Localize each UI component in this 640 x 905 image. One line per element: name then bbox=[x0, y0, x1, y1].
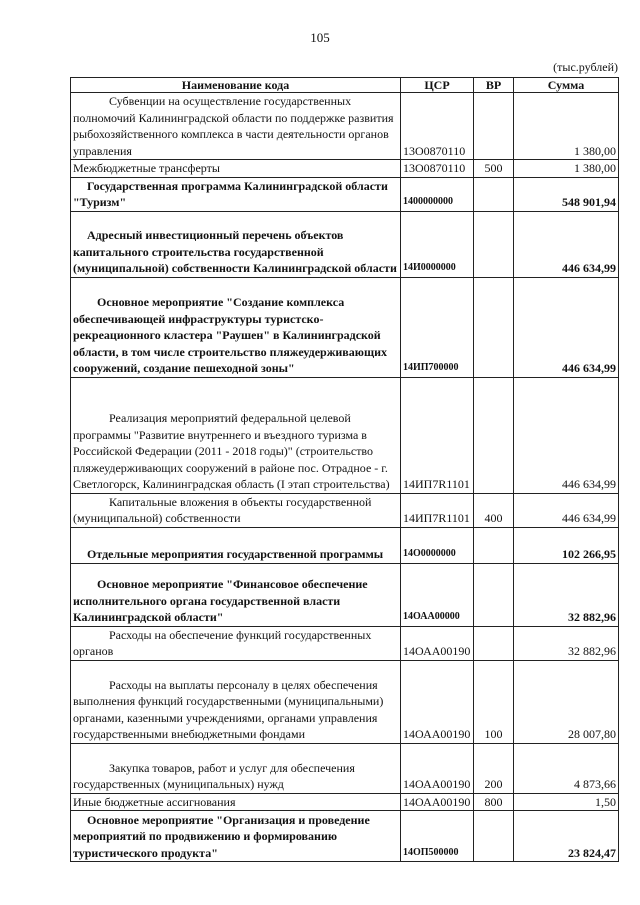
row-sum: 102 266,95 bbox=[514, 527, 619, 563]
row-csr: 14О0000000 bbox=[401, 527, 474, 563]
row-name: Реализация мероприятий федеральной целевой программы "Развитие внутреннего и въездного туризма в Российской Федерации (2011 - 2018 годы)" (строительство пляжеудерживающих сооружений в районе пос. Отрадное - г. Светлогорск, Калининградская область (I этап строительства) bbox=[71, 377, 401, 493]
row-sum: 4 873,66 bbox=[514, 743, 619, 793]
table-row bbox=[71, 743, 619, 793]
row-csr: 14ОАА00190 bbox=[401, 626, 474, 660]
row-csr: 14И0000000 bbox=[401, 211, 474, 277]
table-row bbox=[71, 277, 619, 377]
table-row bbox=[71, 811, 619, 862]
row-name: Основное мероприятие "Финансовое обеспечение исполнительного органа государственной власти Калининградской области" bbox=[71, 563, 401, 626]
table-row bbox=[71, 626, 619, 660]
table-row bbox=[71, 160, 619, 178]
table-header-row bbox=[71, 78, 619, 93]
row-vr bbox=[474, 811, 514, 862]
row-sum: 32 882,96 bbox=[514, 563, 619, 626]
row-sum: 1 380,00 bbox=[514, 93, 619, 160]
table-row bbox=[71, 93, 619, 160]
row-name: Субвенции на осуществление государственных полномочий Калининградской области по поддержке развития рыбохозяйственного комплекса в части деятельности органов управления bbox=[71, 93, 401, 160]
row-sum: 1,50 bbox=[514, 793, 619, 811]
table-row bbox=[71, 563, 619, 626]
row-sum: 548 901,94 bbox=[514, 177, 619, 211]
row-sum: 23 824,47 bbox=[514, 811, 619, 862]
row-vr: 400 bbox=[474, 493, 514, 527]
table-row bbox=[71, 377, 619, 493]
row-vr bbox=[474, 377, 514, 493]
row-name: Отдельные мероприятия государственной программы bbox=[71, 527, 401, 563]
header-csr: ЦСР bbox=[401, 78, 474, 93]
row-vr bbox=[474, 211, 514, 277]
row-csr: 14ОАА00190 bbox=[401, 793, 474, 811]
table-row bbox=[71, 211, 619, 277]
row-csr: 14ИП700000 bbox=[401, 277, 474, 377]
row-name: Основное мероприятие "Организация и проведение мероприятий по продвижению и формированию туристического продукта" bbox=[71, 811, 401, 862]
row-csr: 1400000000 bbox=[401, 177, 474, 211]
row-name: Основное мероприятие "Создание комплекса обеспечивающей инфраструктуры туристско-рекреационного кластера "Раушен" в Калининградской области, в том числе строительство пляжеудерживающих сооружений, создание пешеходной зоны" bbox=[71, 277, 401, 377]
row-vr: 100 bbox=[474, 660, 514, 743]
budget-table bbox=[70, 77, 619, 862]
row-csr: 13О0870110 bbox=[401, 160, 474, 178]
row-csr: 13О0870110 bbox=[401, 93, 474, 160]
table-row bbox=[71, 493, 619, 527]
row-name: Расходы на обеспечение функций государственных органов bbox=[71, 626, 401, 660]
table-row bbox=[71, 527, 619, 563]
table-row bbox=[71, 177, 619, 211]
row-vr bbox=[474, 277, 514, 377]
row-sum: 446 634,99 bbox=[514, 277, 619, 377]
row-vr bbox=[474, 626, 514, 660]
header-vr: ВР bbox=[474, 78, 514, 93]
row-vr bbox=[474, 527, 514, 563]
row-vr: 500 bbox=[474, 160, 514, 178]
row-vr bbox=[474, 563, 514, 626]
row-name: Расходы на выплаты персоналу в целях обеспечения выполнения функций государственными (муниципальными) органами, казенными учреждениями, органами управления государственными внебюджетными фондами bbox=[71, 660, 401, 743]
row-vr bbox=[474, 93, 514, 160]
page-number: 105 bbox=[310, 30, 330, 45]
row-vr: 200 bbox=[474, 743, 514, 793]
row-csr: 14ИП7R1101 bbox=[401, 493, 474, 527]
row-name: Закупка товаров, работ и услуг для обеспечения государственных (муниципальных) нужд bbox=[71, 743, 401, 793]
table-row bbox=[71, 660, 619, 743]
row-sum: 446 634,99 bbox=[514, 493, 619, 527]
row-name: Иные бюджетные ассигнования bbox=[71, 793, 401, 811]
row-vr bbox=[474, 177, 514, 211]
row-name: Государственная программа Калининградской области "Туризм" bbox=[71, 177, 401, 211]
row-csr: 14ОП500000 bbox=[401, 811, 474, 862]
row-name: Межбюджетные трансферты bbox=[71, 160, 401, 178]
row-sum: 32 882,96 bbox=[514, 626, 619, 660]
row-name: Адресный инвестиционный перечень объектов капитального строительства государственной (муниципальной) собственности Калининградской области bbox=[71, 211, 401, 277]
row-sum: 446 634,99 bbox=[514, 377, 619, 493]
table-row bbox=[71, 793, 619, 811]
row-csr: 14ОАА00190 bbox=[401, 660, 474, 743]
row-sum: 28 007,80 bbox=[514, 660, 619, 743]
header-sum: Сумма bbox=[514, 78, 619, 93]
header-name: Наименование кода bbox=[71, 78, 401, 93]
row-sum: 1 380,00 bbox=[514, 160, 619, 178]
row-vr: 800 bbox=[474, 793, 514, 811]
row-csr: 14ИП7R1101 bbox=[401, 377, 474, 493]
row-name: Капитальные вложения в объекты государственной (муниципальной) собственности bbox=[71, 493, 401, 527]
units-label: (тыс.рублей) bbox=[553, 60, 618, 74]
row-csr: 14ОАА00000 bbox=[401, 563, 474, 626]
row-csr: 14ОАА00190 bbox=[401, 743, 474, 793]
row-sum: 446 634,99 bbox=[514, 211, 619, 277]
